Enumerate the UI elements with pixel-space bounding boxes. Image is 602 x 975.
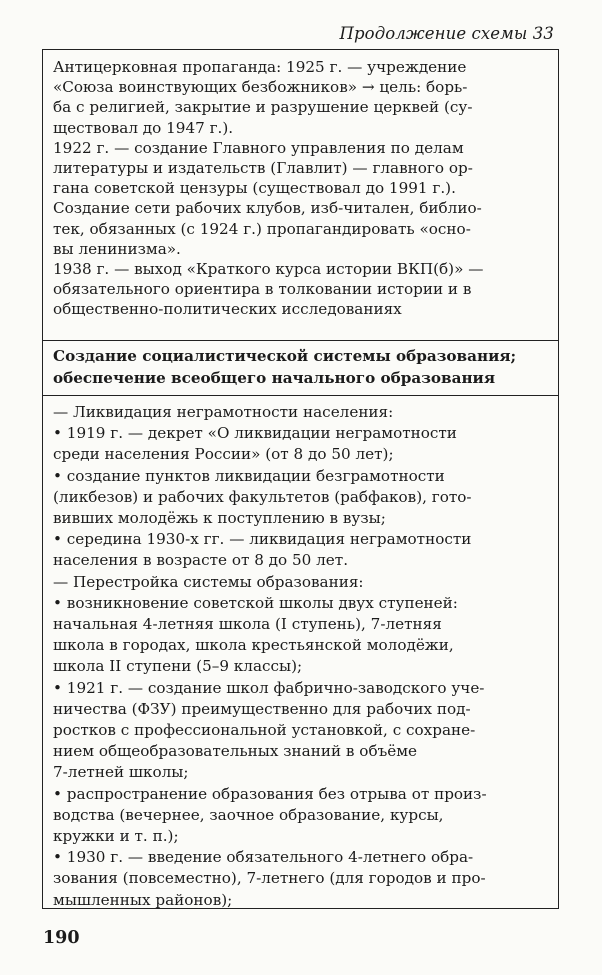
paragraph-short-course: 1938 г. — выход «Краткого курса истории ВКП(б)» — обязательного ориентира в толковании истории и в общественно-политических исследованиях <box>53 260 484 319</box>
list-item: — Ликвидация неграмотности населения: <box>53 403 394 421</box>
page-number: 190 <box>43 928 80 948</box>
paragraph-antireligious-propaganda: Антицерковная пропаганда: 1925 г. — учреждение «Союза воинствующих безбожников» → цель: борь- ба с религией, закрытие и разрушение церквей (су- ществовал до 1947 г.). <box>53 58 473 137</box>
list-item: • 1930 г. — введение обязательного 4-летнего обра- зования (повсеместно), 7-летнего (для городов и про- мышленных районов); <box>53 848 486 909</box>
list-item: • создание пунктов ликвидации безграмотности (ликбезов) и рабочих факультетов (рабфаков), гото- вивших молодёжь к поступлению в вузы; <box>53 466 472 528</box>
section-heading: Создание социалистической системы образования; обеспечение всеобщего начального образования <box>53 347 517 387</box>
list-item: • возникновение советской школы двух ступеней: начальная 4-летняя школа (I ступень), 7-летняя школа в городах, школа крестьянской молодёжи, школа II ступени (5–9 классы); <box>53 593 458 676</box>
list-item: — Перестройка системы образования: <box>53 572 364 591</box>
list-item: • 1921 г. — создание школ фабрично-заводского уче- ничества (ФЗУ) преимущественно для рабочих под- ростков с профессиональной установкой, с сохране- нием общеобразовательных знаний в объёме 7-летней школы; <box>53 678 485 782</box>
page-header: Продолжение схемы 33 <box>339 24 554 43</box>
education-heading-section <box>43 340 558 396</box>
list-item: • 1919 г. — декрет «О ликвидации неграмотности среди населения России» (от 8 до 50 лет); <box>53 424 457 464</box>
paragraph-workers-clubs: Создание сети рабочих клубов, изб-читален, библио- тек, обязанных (с 1924 г.) пропагандировать «осно- вы ленинизма». <box>53 199 482 258</box>
education-details-section <box>43 396 558 910</box>
paragraph-glavlit: 1922 г. — создание Главного управления по делам литературы и издательств (Главлит) — главного ор- гана советской цензуры (существовал до 1991 г.). <box>53 138 473 198</box>
scheme-frame <box>42 49 559 909</box>
propaganda-section <box>43 50 558 340</box>
list-item: • середина 1930-х гг. — ликвидация неграмотности населения в возрасте от 8 до 50 лет. <box>53 530 472 570</box>
list-item: • распространение образования без отрыва от произ- водства (вечернее, заочное образование, курсы, кружки и т. п.); <box>53 784 487 846</box>
